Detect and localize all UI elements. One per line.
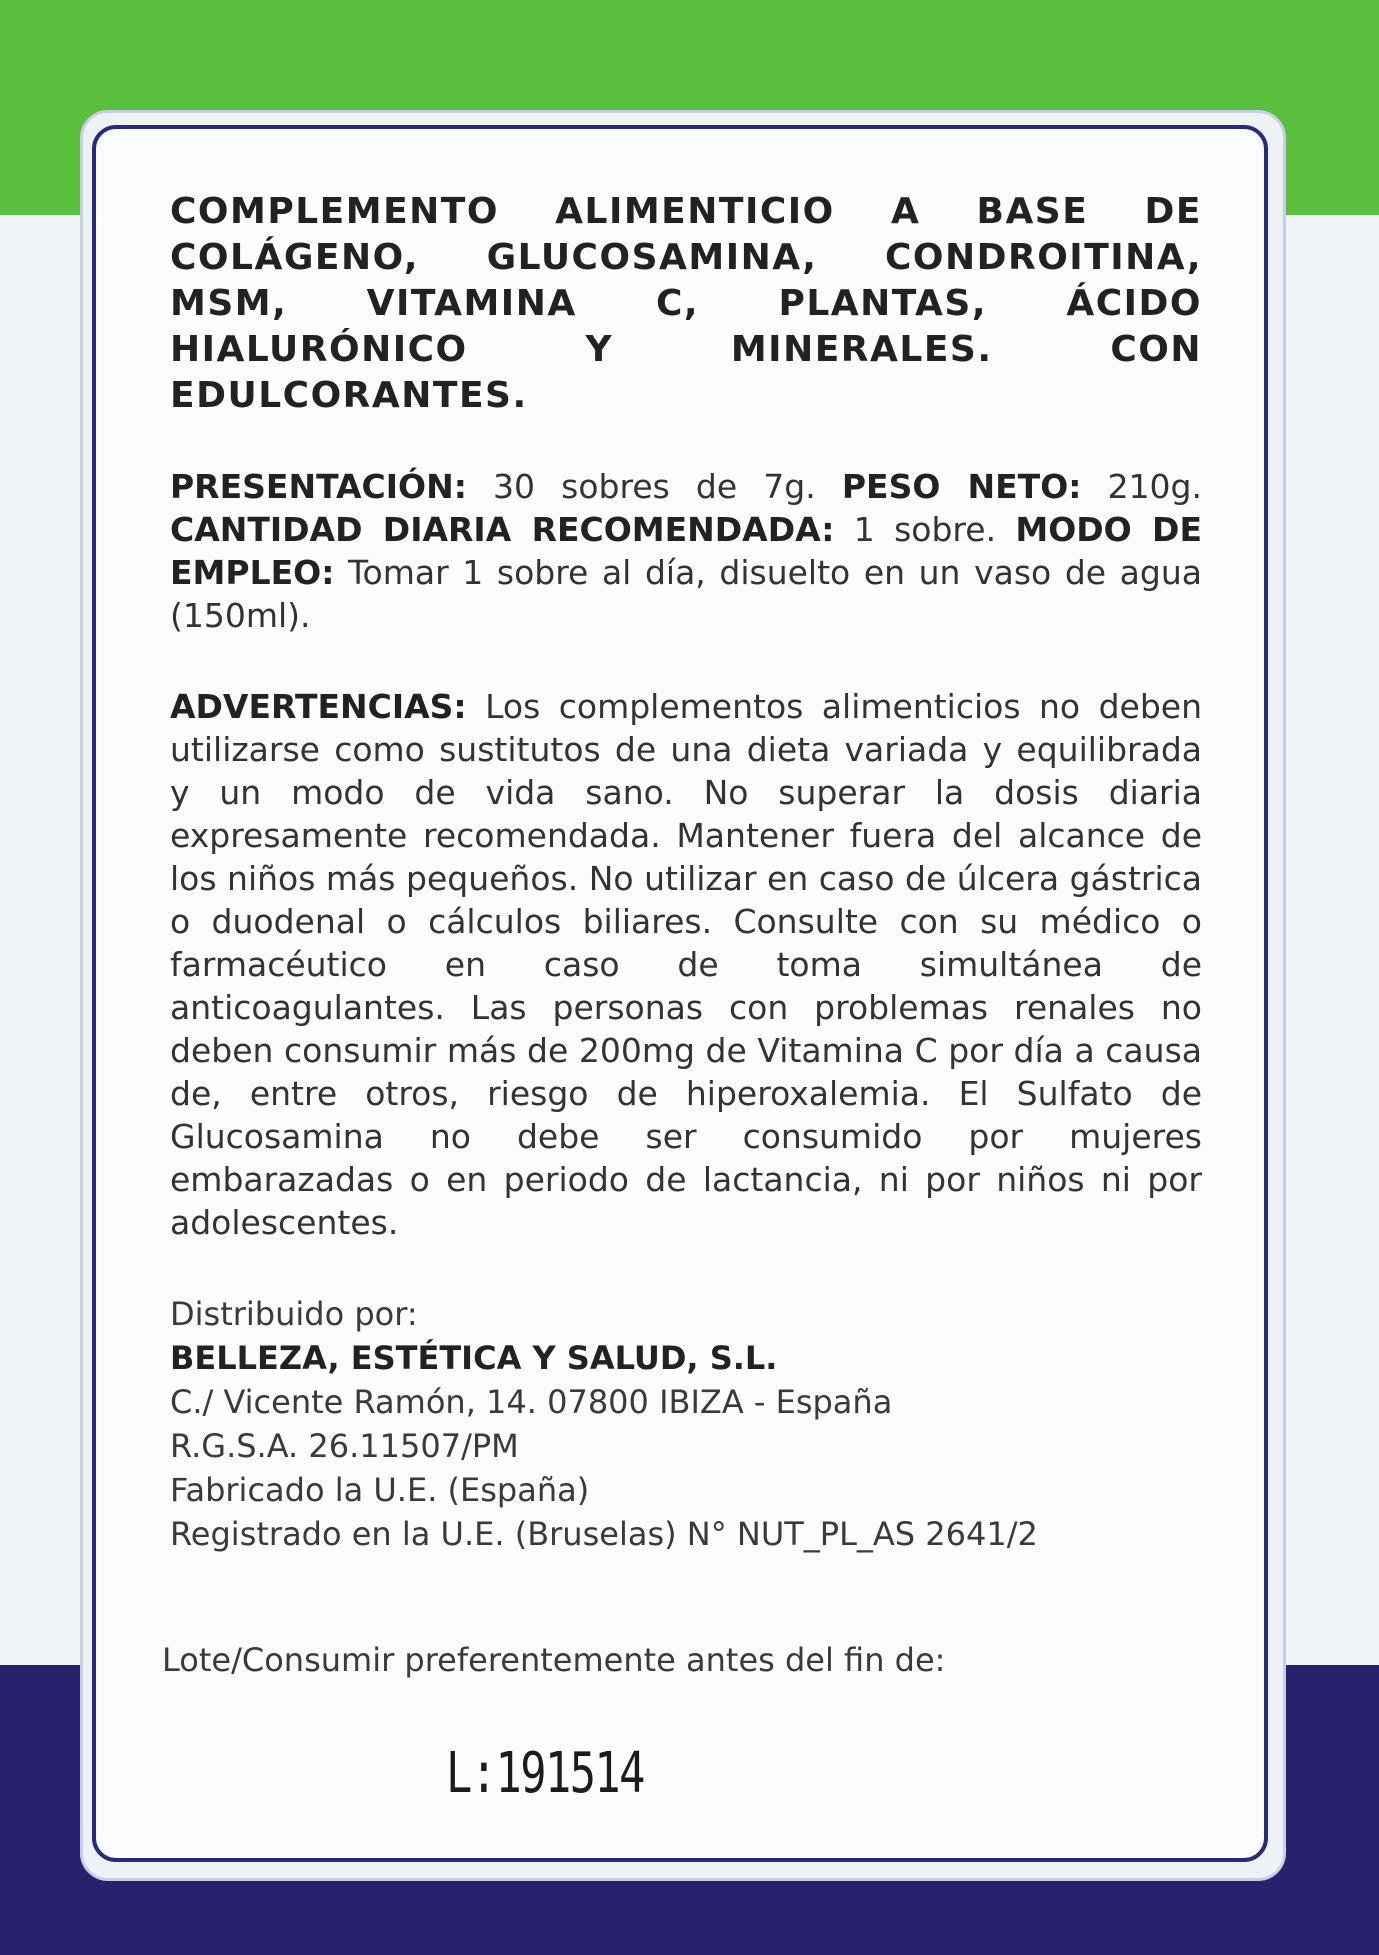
daily-amount-label: CANTIDAD DIARIA RECOMENDADA: <box>170 510 835 549</box>
rgsa-number: R.G.S.A. 26.11507/PM <box>170 1427 519 1465</box>
distributed-by: Distribuido por: <box>170 1295 418 1333</box>
company-name: BELLEZA, ESTÉTICA Y SALUD, S.L. <box>170 1339 778 1377</box>
lot-label: Lote/Consumir preferentemente antes del fin de: <box>162 1641 946 1679</box>
company-address: C./ Vicente Ramón, 14. 07800 IBIZA - España <box>170 1383 893 1421</box>
net-weight-label: PESO NETO: <box>841 467 1082 506</box>
presentation-paragraph <box>170 465 1202 637</box>
lot-code: L:191514 <box>446 1741 644 1806</box>
product-headline: COMPLEMENTO ALIMENTICIO A BASE DE COLÁGENO, GLUCOSAMINA, CONDROITINA, MSM, VITAMINA C, PLANTAS, ÁCIDO HIALURÓNICO Y MINERALES. CON EDULCORANTES. <box>170 191 1202 416</box>
label-content <box>170 189 1202 1556</box>
presentation-value: 30 sobres de 7g. <box>466 467 842 506</box>
warnings-paragraph <box>170 685 1202 1244</box>
distribution-block <box>170 1292 1202 1556</box>
daily-amount-value: 1 sobre. <box>834 510 1016 549</box>
warnings-label: ADVERTENCIAS: <box>170 687 467 726</box>
usage-value: Tomar 1 sobre al día, disuelto en un vaso de agua (150ml). <box>170 553 1202 635</box>
warnings-text: Los complementos alimenticios no deben utilizarse como sustitutos de una dieta variada y equilibrada y un modo de vida sano. No superar la dosis diaria expresamente recomendada. Mantener fuera del alcance de los niños más pequeños. No utilizar en caso de úlcera gástrica o duodenal o cálculos biliares. Consulte con su médico o farmacéutico en caso de toma simultánea de anticoagulantes. Las personas con problemas renales no deben consumir más de 200mg de Vitamina C por día a causa de, entre otros, riesgo de hiperoxalemia. El Sulfato de Glucosamina no debe ser consumido por mujeres embarazadas o en periodo de lactancia, ni por niños ni por adolescentes. <box>170 687 1202 1242</box>
net-weight-value: 210g. <box>1081 467 1202 506</box>
registration: Registrado en la U.E. (Bruselas) N° NUT_PL_AS 2641/2 <box>170 1515 1038 1553</box>
usage-label: MODO DE EMPLEO: <box>170 510 1202 592</box>
presentation-label: PRESENTACIÓN: <box>170 467 467 506</box>
label-panel <box>92 125 1268 1862</box>
made-in: Fabricado la U.E. (España) <box>170 1471 590 1509</box>
